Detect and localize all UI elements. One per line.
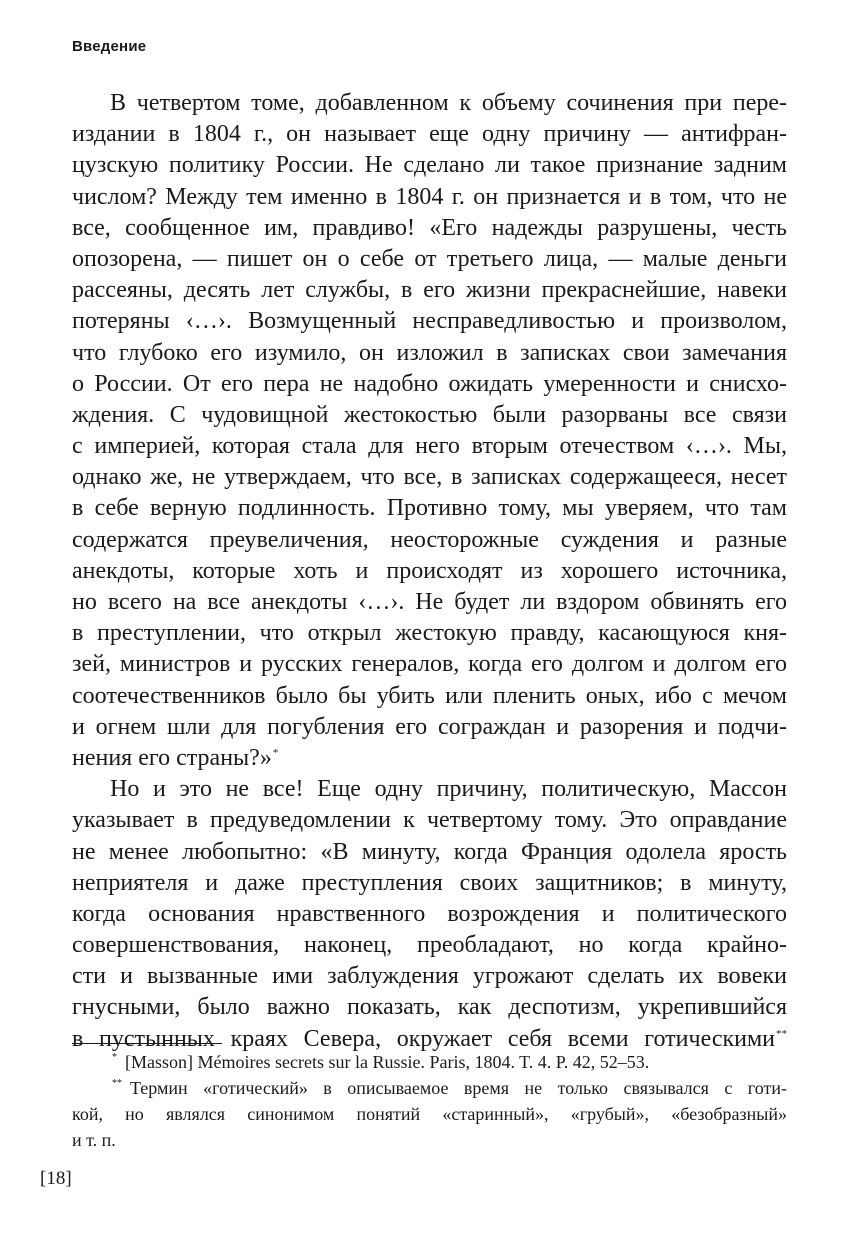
- paragraph: [72, 88, 787, 774]
- footnote-mark: *: [112, 1052, 117, 1063]
- footnote-line: [72, 1049, 787, 1075]
- footnotes: [72, 1049, 787, 1153]
- text-line: в преступлении, что открыл жестокую правду, касающуюся кня-: [72, 620, 787, 647]
- footnote-text: [Masson] Mémoires secrets sur la Russie. Paris, 1804. T. 4. P. 42, 52–53.: [125, 1052, 650, 1072]
- running-head: Введение: [72, 38, 147, 55]
- text-line: однако же, не утверждаем, что все, в записках содержащееся, несет: [72, 464, 787, 491]
- text-line: указывает в предуведомлении к четвертому тому. Это оправдание: [72, 807, 787, 834]
- footnote-divider: [72, 1043, 222, 1044]
- footnote: [72, 1075, 787, 1153]
- text-line: содержатся преувеличения, неосторожные суждения и разные: [72, 526, 787, 553]
- footnote-line: и т. п.: [72, 1130, 116, 1150]
- text-line: совершенствования, наконец, преобладают, но когда крайно-: [72, 932, 787, 959]
- text-line: числом? Между тем именно в 1804 г. он признается и в том, что не: [72, 183, 787, 210]
- text-line: о России. От его пера не надобно ожидать умеренности и снисхо-: [72, 370, 787, 397]
- text-line: неприятеля и даже преступления своих защитников; в минуту,: [72, 869, 787, 896]
- footnote-line: кой, но являлся синонимом понятий «старинный», «грубый», «безобразный»: [72, 1104, 787, 1124]
- text-line: опозорена, — пишет он о себе от третьего лица, — малые деньги: [72, 245, 787, 272]
- text-line: потеряны ‹…›. Возмущенный несправедливостью и произволом,: [72, 308, 787, 335]
- text-line: и огнем шли для погубления его сограждан и разорения и подчи-: [72, 713, 787, 740]
- footnote-reference[interactable]: **: [776, 1027, 787, 1040]
- text-line: ждения. С чудовищной жестокостью были разорваны все связи: [72, 401, 787, 428]
- text-line-content: в пустынных краях Севера, окружает себя всеми готическими: [72, 1025, 775, 1052]
- text-line: когда основания нравственного возрождения и политического: [72, 900, 787, 927]
- text-line: рассеяны, десять лет службы, в его жизни прекраснейшие, навеки: [72, 277, 787, 304]
- page-number: [18]: [40, 1168, 72, 1189]
- text-line: анекдоты, которые хоть и происходят из хорошего источника,: [72, 557, 787, 584]
- text-line: [72, 743, 787, 774]
- footnote-mark: **: [112, 1078, 122, 1089]
- footnote-reference[interactable]: *: [272, 746, 279, 759]
- text-line: гнусными, было важно показать, как деспотизм, укрепившийся: [72, 994, 787, 1021]
- text-line: в себе верную подлинность. Противно тому, мы уверяем, что там: [72, 495, 787, 522]
- text-line: Но и это не все! Еще одну причину, политическую, Массон: [110, 776, 787, 803]
- text-line: зей, министров и русских генералов, когда его долгом и долгом его: [72, 651, 787, 678]
- text-line: сти и вызванные ими заблуждения угрожают сделать их вовеки: [72, 963, 787, 990]
- text-line: но всего на все анекдоты ‹…›. Не будет ли вздором обвинять его: [72, 589, 787, 615]
- text-line-content: нения его страны?»: [72, 744, 272, 771]
- text-line: цузскую политику России. Не сделано ли такое признание задним: [72, 152, 787, 179]
- text-line: все, сообщенное им, правдиво! «Его надежды разрушены, честь: [72, 214, 787, 241]
- body-text: [72, 88, 787, 1055]
- text-line: издании в 1804 г., он называет еще одну причину — антифран-: [72, 121, 787, 148]
- text-line: что глубоко его изумило, он изложил в записках свои замечания: [72, 339, 787, 366]
- text-line: соотечественников было бы убить или пленить оных, ибо с мечом: [72, 682, 787, 709]
- text-line: В четвертом томе, добавленном к объему сочинения при пере-: [110, 90, 787, 116]
- text-line: не менее любопытно: «В минуту, когда Франция одолела ярость: [72, 838, 787, 865]
- text-line: с империей, которая стала для него вторым отечеством ‹…›. Мы,: [72, 433, 787, 460]
- footnote-line: [72, 1075, 787, 1101]
- paragraph: [72, 774, 787, 1055]
- footnote: [72, 1049, 787, 1075]
- footnote-text: Термин «готический» в описываемое время не только связывался с готи-: [130, 1078, 787, 1098]
